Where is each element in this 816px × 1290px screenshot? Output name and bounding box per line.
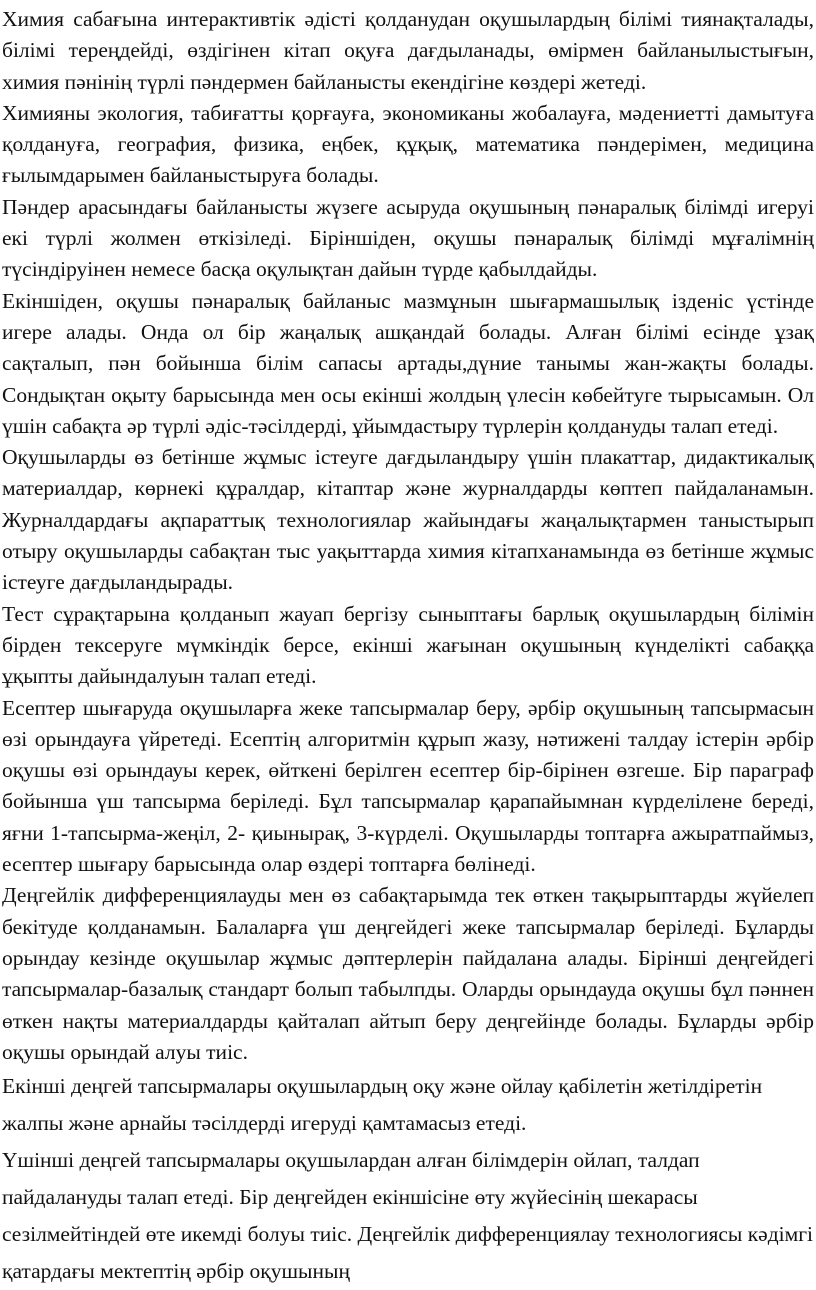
paragraph-independent-work: Оқушыларды өз бетінше жұмыс істеуге дағдыландыру үшін плакаттар, дидактикалық материалдар, көрнекі құралдар, кітаптар және журналдарды көптеп пайдаланамын. Журналдардағы ақпараттық технологиялар жайындағы жаңалықтармен таныстырып отыру оқушыларды сабақтан тыс уақыттарда химия кітапханамында өз бетінше жұмыс істеуге дағдыландырады. [2, 445, 814, 595]
paragraph-first-way: Пәндер арасындағы байланысты жүзеге асыруда оқушының пәнаралық білімді игеруі екі түрлі жолмен өткізіледі. Біріншіден, оқушы пәнаралық білімді мұғалімнің түсіндіруінен немесе басқа оқулықтан дайын түрде қабылдайды. [2, 194, 814, 282]
paragraph-level-differentiation: Деңгейлік дифференциялауды мен өз сабақтарымда тек өткен тақырыптарды жүйелеп бекітуде қолданамын. Балаларға үш деңгейдегі жеке тапсырмалар беріледі. Бұларды орындау кезінде оқушылар жұмыс дәптерлерін пайдалана алады. Бірінші деңгейдегі тапсырмалар-базалық стандарт болып табылпды. Оларды орындауда оқушы бұл пәннен өткен нақты материалдарды қайталап айтып беру деңгейінде болады. Бұларды әрбір оқушы орындай алуы тиіс. [2, 883, 814, 1064]
paragraph-interactive-method-intro: Химия сабағына интерактивтік әдісті қолданудан оқушылардың білімі тиянақталады, білімі тереңдейді, өздігінен кітап оқуға дағдыланады, өмірмен байланылыстығын, химия пәнінің түрлі пәндермен байланысты екендігіне көздері жетеді. [2, 7, 814, 94]
paragraph-interdisciplinary-links: Химияны экология, табиғатты қорғауға, экономиканы жобалауға, мәдениетті дамытуға қолдануға, география, физика, еңбек, құқық, математика пәндерімен, медицина ғылымдарымен байланыстыруға болады. [2, 100, 814, 188]
paragraph-second-way: Екіншіден, оқушы пәнаралық байланыс мазмұнын шығармашылық ізденіс үстінде игере алады. Онда ол бір жаңалық ашқандай болады. Алған білімі есінде ұзақ сақталып, пән бойынша білім сапасы артады,дүние танымы жан-жақты болады. Сондықтан оқыту барысында мен осы екінші жолдың үлесін көбейтуге тырысамын. Ол үшін сабақта әр түрлі әдіс-тәсілдерді, ұйымдастыру түрлерін қолдануды талап етеді. [2, 288, 814, 438]
paragraph-test-questions: Тест сұрақтарына қолданып жауап бергізу сыныптағы барлық оқушылардың білімін бірден тексеруге мүмкіндік берсе, екінші жағынан оқушының күнделікті сабаққа ұқыпты дайындалуын талап етеді. [2, 601, 814, 689]
paragraph-problem-solving: Есептер шығаруда оқушыларға жеке тапсырмалар беру, әрбір оқушының тапсырмасын өзі орындауға үйретеді. Есептің алгоритмін құрып жазу, нәтижені талдау істерін әрбір оқушы өзі орындауы керек, өйткені берілген есептер бір-бірінен өзгеше. Бір параграф бойынша үш тапсырма беріледі. Бұл тапсырмалар қарапайымнан күрделілене береді, яғни 1-тапсырма-жеңіл, 2- қиынырақ, 3-күрделі. Оқушыларды топтарға ажыратпаймыз, есептер шығару барысында олар өздері топтарға бөлінеді. [2, 695, 814, 877]
paragraph-second-level: Екінші деңгей тапсырмалары оқушылардың оқу және ойлау қабілетін жетілдіретін жалпы және арнайы тәсілдерді игеруді қамтамасыз етеді. [2, 1074, 763, 1136]
paragraph-third-level: Үшінші деңгей тапсырмалары оқушылардан алған білімдерін ойлап, талдап пайдалануды талап етеді. Бір деңгейден екіншісіне өту жүйесінің шекарасы сезілмейтіндей өте икемді болуы тиіс. Деңгейлік дифференциялау технологиясы кәдімгі қатардағы мектептің әрбір оқушының [2, 1148, 814, 1284]
